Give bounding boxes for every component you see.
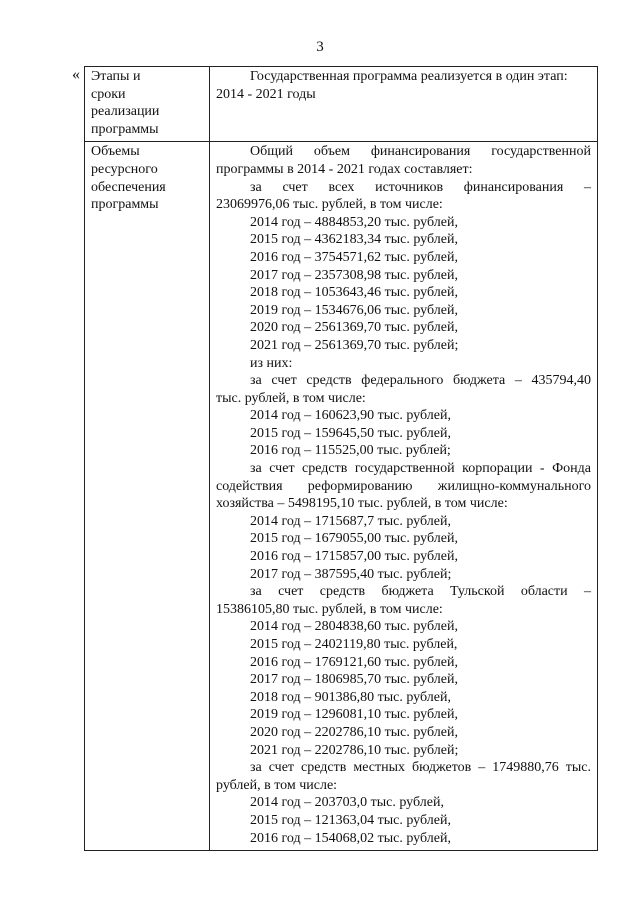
year-line: 2016 год – 115525,00 тыс. рублей; bbox=[250, 443, 451, 459]
label-line: программы bbox=[91, 197, 159, 213]
year-line: 2014 год – 203703,0 тыс. рублей, bbox=[250, 795, 444, 811]
funding-text-line: за счет средств федерального бюджета – 435794,40 bbox=[250, 373, 591, 389]
funding-text-line: за счет средств бюджета Тульской области – bbox=[250, 584, 591, 600]
year-line: 2015 год – 4362183,34 тыс. рублей, bbox=[250, 232, 458, 248]
local-years bbox=[216, 794, 591, 847]
all-sources-years bbox=[216, 214, 591, 355]
year-line: 2016 год – 154068,02 тыс. рублей, bbox=[250, 830, 451, 846]
fund-years bbox=[216, 513, 591, 583]
funding-text-line: программы в 2014 - 2021 годах составляет: bbox=[216, 161, 473, 177]
year-line: 2016 год – 1769121,60 тыс. рублей, bbox=[250, 654, 458, 670]
label-line: Этапы и bbox=[91, 69, 141, 84]
year-line: 2014 год – 1715687,7 тыс. рублей, bbox=[250, 513, 451, 529]
row-label-stages bbox=[85, 67, 210, 142]
year-line: 2016 год – 3754571,62 тыс. рублей, bbox=[250, 249, 458, 265]
row-label-funding bbox=[85, 142, 210, 851]
year-line: 2020 год – 2561369,70 тыс. рублей, bbox=[250, 320, 458, 336]
label-line: ресурсного bbox=[91, 161, 158, 177]
year-line: 2015 год – 159645,50 тыс. рублей, bbox=[250, 425, 451, 441]
label-line: Объемы bbox=[91, 144, 140, 160]
year-line: 2015 год – 121363,04 тыс. рублей, bbox=[250, 812, 451, 828]
label-line: сроки bbox=[91, 86, 126, 102]
year-line: 2014 год – 160623,90 тыс. рублей, bbox=[250, 408, 451, 424]
label-line: реализации bbox=[91, 104, 160, 120]
year-line: 2021 год – 2202786,10 тыс. рублей; bbox=[250, 742, 459, 758]
funding-text-line: за счет средств государственной корпорации - Фонда bbox=[250, 461, 591, 477]
year-line: 2020 год – 2202786,10 тыс. рублей, bbox=[250, 724, 458, 740]
row-content-funding bbox=[210, 142, 598, 851]
funding-text-line: 15386105,80 тыс. рублей, в том числе: bbox=[216, 601, 443, 617]
regional-years bbox=[216, 618, 591, 759]
year-line: 2017 год – 2357308,98 тыс. рублей, bbox=[250, 267, 458, 283]
year-line: 2016 год – 1715857,00 тыс. рублей, bbox=[250, 549, 458, 565]
year-line: 2014 год – 4884853,20 тыс. рублей, bbox=[250, 214, 458, 230]
funding-text-line: за счет средств местных бюджетов – 1749880,76 тыс. bbox=[250, 760, 591, 776]
funding-text-line: Общий объем финансирования государственной bbox=[250, 144, 591, 160]
program-passport-table bbox=[84, 66, 598, 851]
year-line: 2014 год – 2804838,60 тыс. рублей, bbox=[250, 619, 458, 635]
opening-quote-mark: « bbox=[72, 66, 80, 83]
funding-text-line: содействия реформированию жилищно-коммунального bbox=[216, 478, 591, 494]
funding-text-line: из них: bbox=[250, 355, 293, 371]
funding-text-line: за счет всех источников финансирования – bbox=[250, 179, 591, 195]
year-line: 2019 год – 1534676,06 тыс. рублей, bbox=[250, 302, 458, 318]
label-line: программы bbox=[91, 121, 159, 137]
row-content-stages bbox=[210, 67, 598, 142]
year-line: 2018 год – 1053643,46 тыс. рублей, bbox=[250, 285, 458, 301]
year-line: 2019 год – 1296081,10 тыс. рублей, bbox=[250, 707, 458, 723]
stages-text-line: Государственная программа реализуется в один этап: bbox=[250, 69, 568, 84]
federal-years bbox=[216, 407, 591, 460]
funding-text-line: 23069976,06 тыс. рублей, в том числе: bbox=[216, 197, 443, 213]
year-line: 2015 год – 2402119,80 тыс. рублей, bbox=[250, 637, 458, 652]
stages-text-line: 2014 - 2021 годы bbox=[216, 86, 316, 102]
table-row-stages bbox=[85, 67, 598, 142]
year-line: 2018 год – 901386,80 тыс. рублей, bbox=[250, 689, 451, 705]
funding-text-line: тыс. рублей, в том числе: bbox=[216, 390, 366, 406]
year-line: 2015 год – 1679055,00 тыс. рублей, bbox=[250, 531, 458, 547]
funding-text-line: рублей, в том числе: bbox=[216, 777, 338, 793]
label-line: обеспечения bbox=[91, 179, 166, 195]
page-number: 3 bbox=[316, 39, 324, 55]
year-line: 2017 год – 387595,40 тыс. рублей; bbox=[250, 566, 452, 582]
year-line: 2017 год – 1806985,70 тыс. рублей, bbox=[250, 672, 458, 688]
year-line: 2021 год – 2561369,70 тыс. рублей; bbox=[250, 337, 459, 353]
table-row-funding bbox=[85, 142, 598, 851]
funding-text-line: хозяйства – 5498195,10 тыс. рублей, в том числе: bbox=[216, 496, 508, 512]
